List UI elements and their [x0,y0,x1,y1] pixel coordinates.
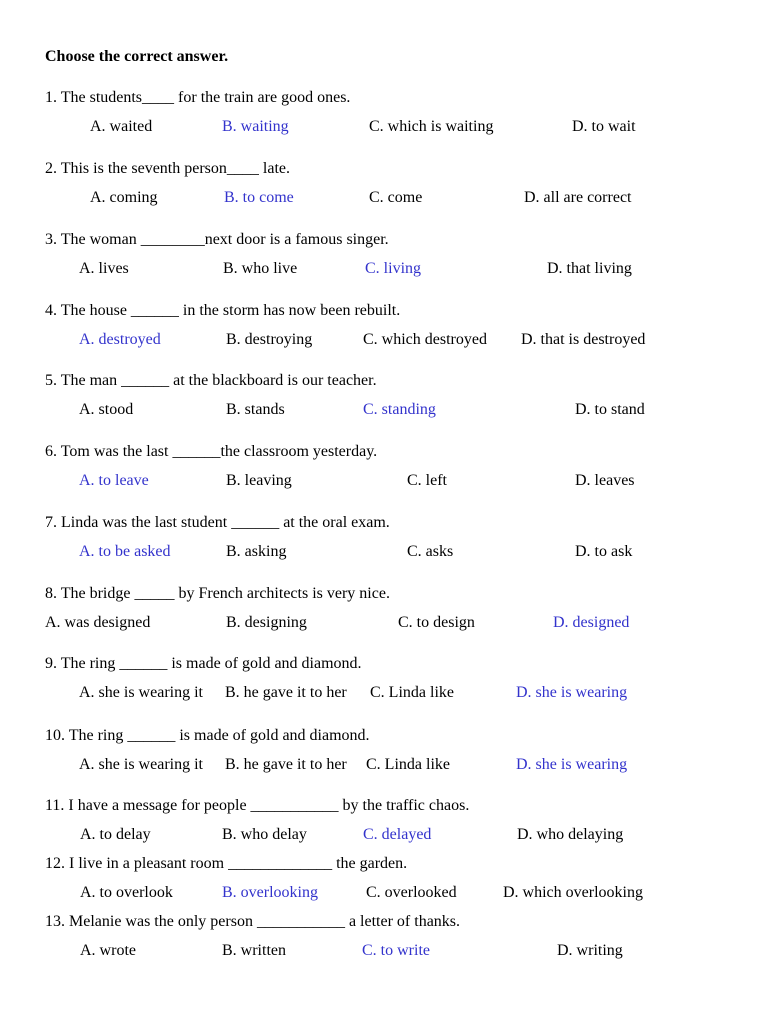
answer-option-a: A. destroyed [79,331,161,348]
answer-option-a: A. to overlook [80,884,173,901]
answer-option-a: A. to be asked [79,543,171,560]
answer-option-d: D. writing [557,942,623,959]
answer-option-c: C. Linda like [366,756,450,773]
answer-option-b: B. overlooking [222,884,318,901]
answer-option-c: C. Linda like [370,684,454,701]
answer-option-c: C. come [369,189,423,206]
answer-option-b: B. he gave it to her [225,684,347,701]
instructions-heading: Choose the correct answer. [45,48,229,65]
question-stem: 8. The bridge _____ by French architects is very nice. [45,585,390,602]
question-stem: 1. The students____ for the train are good ones. [45,89,351,106]
answer-option-b: B. who live [223,260,298,277]
question-stem: 2. This is the seventh person____ late. [45,160,290,177]
answer-option-d: D. all are correct [524,189,632,206]
answer-option-b: B. stands [226,401,285,418]
answer-option-c: C. standing [363,401,436,418]
answer-option-a: A. was designed [45,614,151,631]
question-stem: 10. The ring ______ is made of gold and diamond. [45,727,370,744]
answer-option-d: D. that living [547,260,632,277]
question-stem: 11. I have a message for people ___________ by the traffic chaos. [45,797,470,814]
question-stem: 12. I live in a pleasant room _____________ the garden. [45,855,408,872]
question-stem: 3. The woman ________next door is a famous singer. [45,231,389,248]
answer-option-c: C. living [365,260,422,277]
answer-option-c: C. delayed [363,826,432,843]
answer-option-a: A. wrote [80,942,136,959]
answer-option-a: A. lives [79,260,129,277]
answer-option-c: C. which is waiting [369,118,494,135]
question-stem: 13. Melanie was the only person ___________ a letter of thanks. [45,913,461,930]
answer-option-d: D. to stand [575,401,645,418]
answer-option-d: D. designed [553,614,630,631]
answer-option-c: C. asks [407,543,454,560]
answer-option-a: A. stood [79,401,134,418]
question-stem: 5. The man ______ at the blackboard is our teacher. [45,372,377,389]
answer-option-d: D. which overlooking [503,884,643,901]
question-stem: 7. Linda was the last student ______ at the oral exam. [45,514,390,531]
answer-option-a: A. waited [90,118,153,135]
answer-option-a: A. she is wearing it [79,684,203,701]
answer-option-d: D. to ask [575,543,633,560]
answer-option-b: B. destroying [226,331,313,348]
question-stem: 6. Tom was the last ______the classroom yesterday. [45,443,378,460]
answer-option-a: A. to leave [79,472,149,489]
answer-option-c: C. which destroyed [363,331,487,348]
answer-option-c: C. overlooked [366,884,457,901]
answer-option-b: B. leaving [226,472,292,489]
question-stem: 9. The ring ______ is made of gold and diamond. [45,655,362,672]
answer-option-b: B. designing [226,614,307,631]
answer-option-c: C. to write [362,942,430,959]
answer-option-d: D. that is destroyed [521,331,646,348]
question-stem: 4. The house ______ in the storm has now been rebuilt. [45,302,401,319]
answer-option-d: D. she is wearing [516,756,628,773]
answer-option-c: C. to design [398,614,475,631]
answer-option-d: D. leaves [575,472,635,489]
answer-option-a: A. coming [90,189,158,206]
answer-option-b: B. asking [226,543,287,560]
answer-option-a: A. she is wearing it [79,756,203,773]
answer-option-b: B. to come [224,189,294,206]
answer-option-d: D. who delaying [517,826,624,843]
answer-option-d: D. to wait [572,118,636,135]
answer-option-b: B. he gave it to her [225,756,347,773]
answer-option-d: D. she is wearing [516,684,628,701]
answer-option-b: B. written [222,942,286,959]
answer-option-b: B. who delay [222,826,307,843]
answer-option-b: B. waiting [222,118,289,135]
answer-option-c: C. left [407,472,447,489]
answer-option-a: A. to delay [80,826,151,843]
